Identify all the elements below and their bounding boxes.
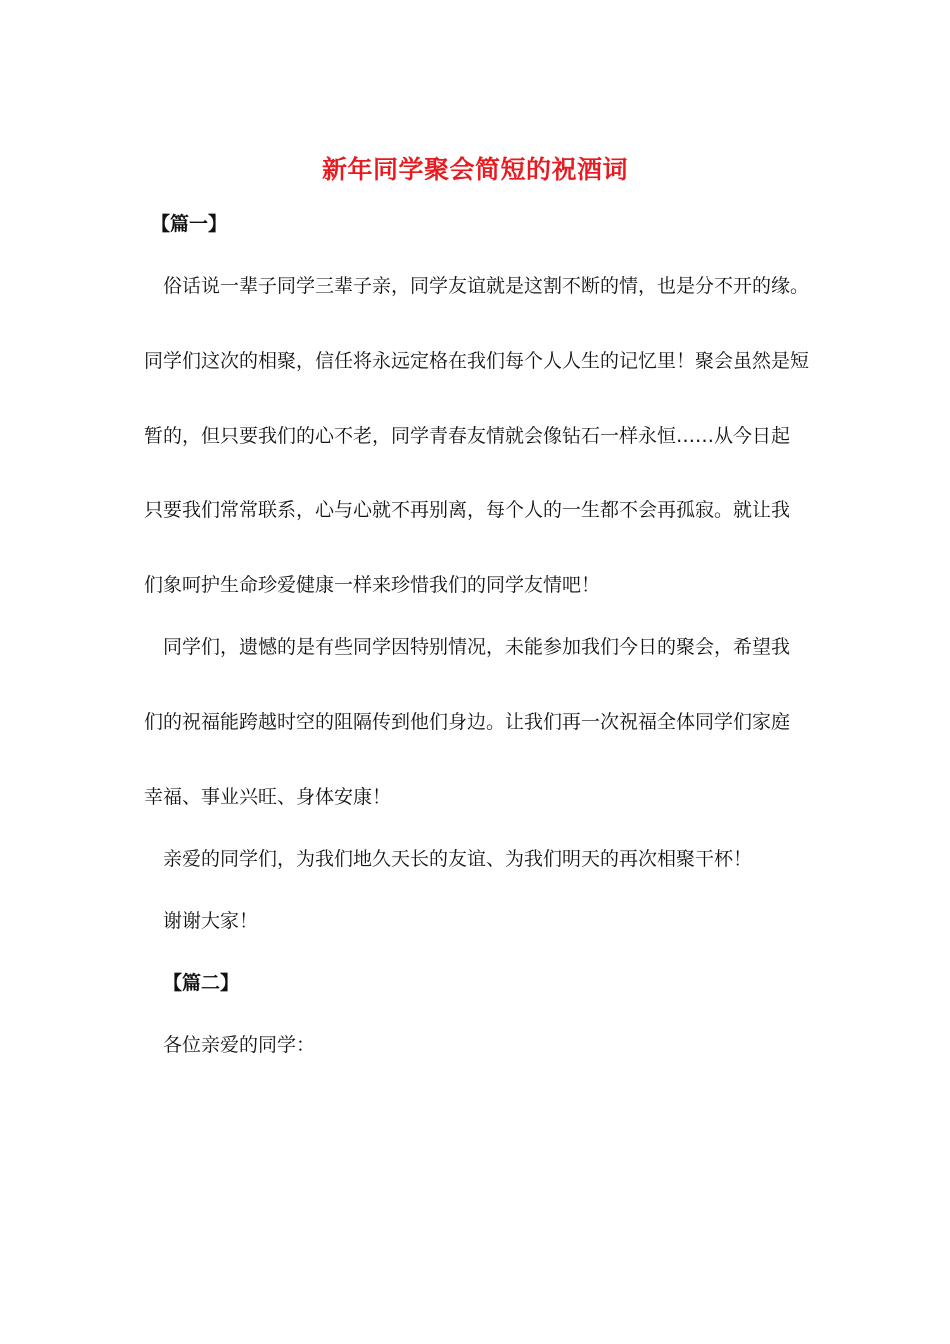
paragraph-line: 亲爱的同学们，为我们地久天长的友谊、为我们明天的再次相聚干杯！ bbox=[163, 848, 753, 870]
paragraph-line: 们的祝福能跨越时空的阻隔传到他们身边。让我们再一次祝福全体同学们家庭 bbox=[144, 711, 791, 733]
paragraph-line: 暂的，但只要我们的心不老，同学青春友情就会像钻石一样永恒……从今日起 bbox=[144, 425, 791, 447]
paragraph-line: 同学们这次的相聚，信任将永远定格在我们每个人人生的记忆里！聚会虽然是短 bbox=[144, 350, 810, 372]
paragraph-line: 只要我们常常联系，心与心就不再别离，每个人的一生都不会再孤寂。就让我 bbox=[144, 499, 791, 521]
paragraph-line: 幸福、事业兴旺、身体安康！ bbox=[144, 786, 392, 808]
paragraph-line: 谢谢大家！ bbox=[163, 910, 259, 932]
section-heading-2: 【篇二】 bbox=[163, 972, 240, 994]
document-title: 新年同学聚会简短的祝酒词 bbox=[321, 155, 628, 184]
paragraph-line: 们象呵护生命珍爱健康一样来珍惜我们的同学友情吧！ bbox=[144, 574, 601, 596]
paragraph-line: 同学们，遗憾的是有些同学因特别情况，未能参加我们今日的聚会，希望我 bbox=[163, 636, 791, 658]
paragraph-line: 俗话说一辈子同学三辈子亲，同学友谊就是这割不断的情，也是分不开的缘。 bbox=[163, 275, 810, 297]
paragraph-line: 各位亲爱的同学： bbox=[163, 1034, 316, 1056]
section-heading-1: 【篇一】 bbox=[151, 213, 228, 235]
